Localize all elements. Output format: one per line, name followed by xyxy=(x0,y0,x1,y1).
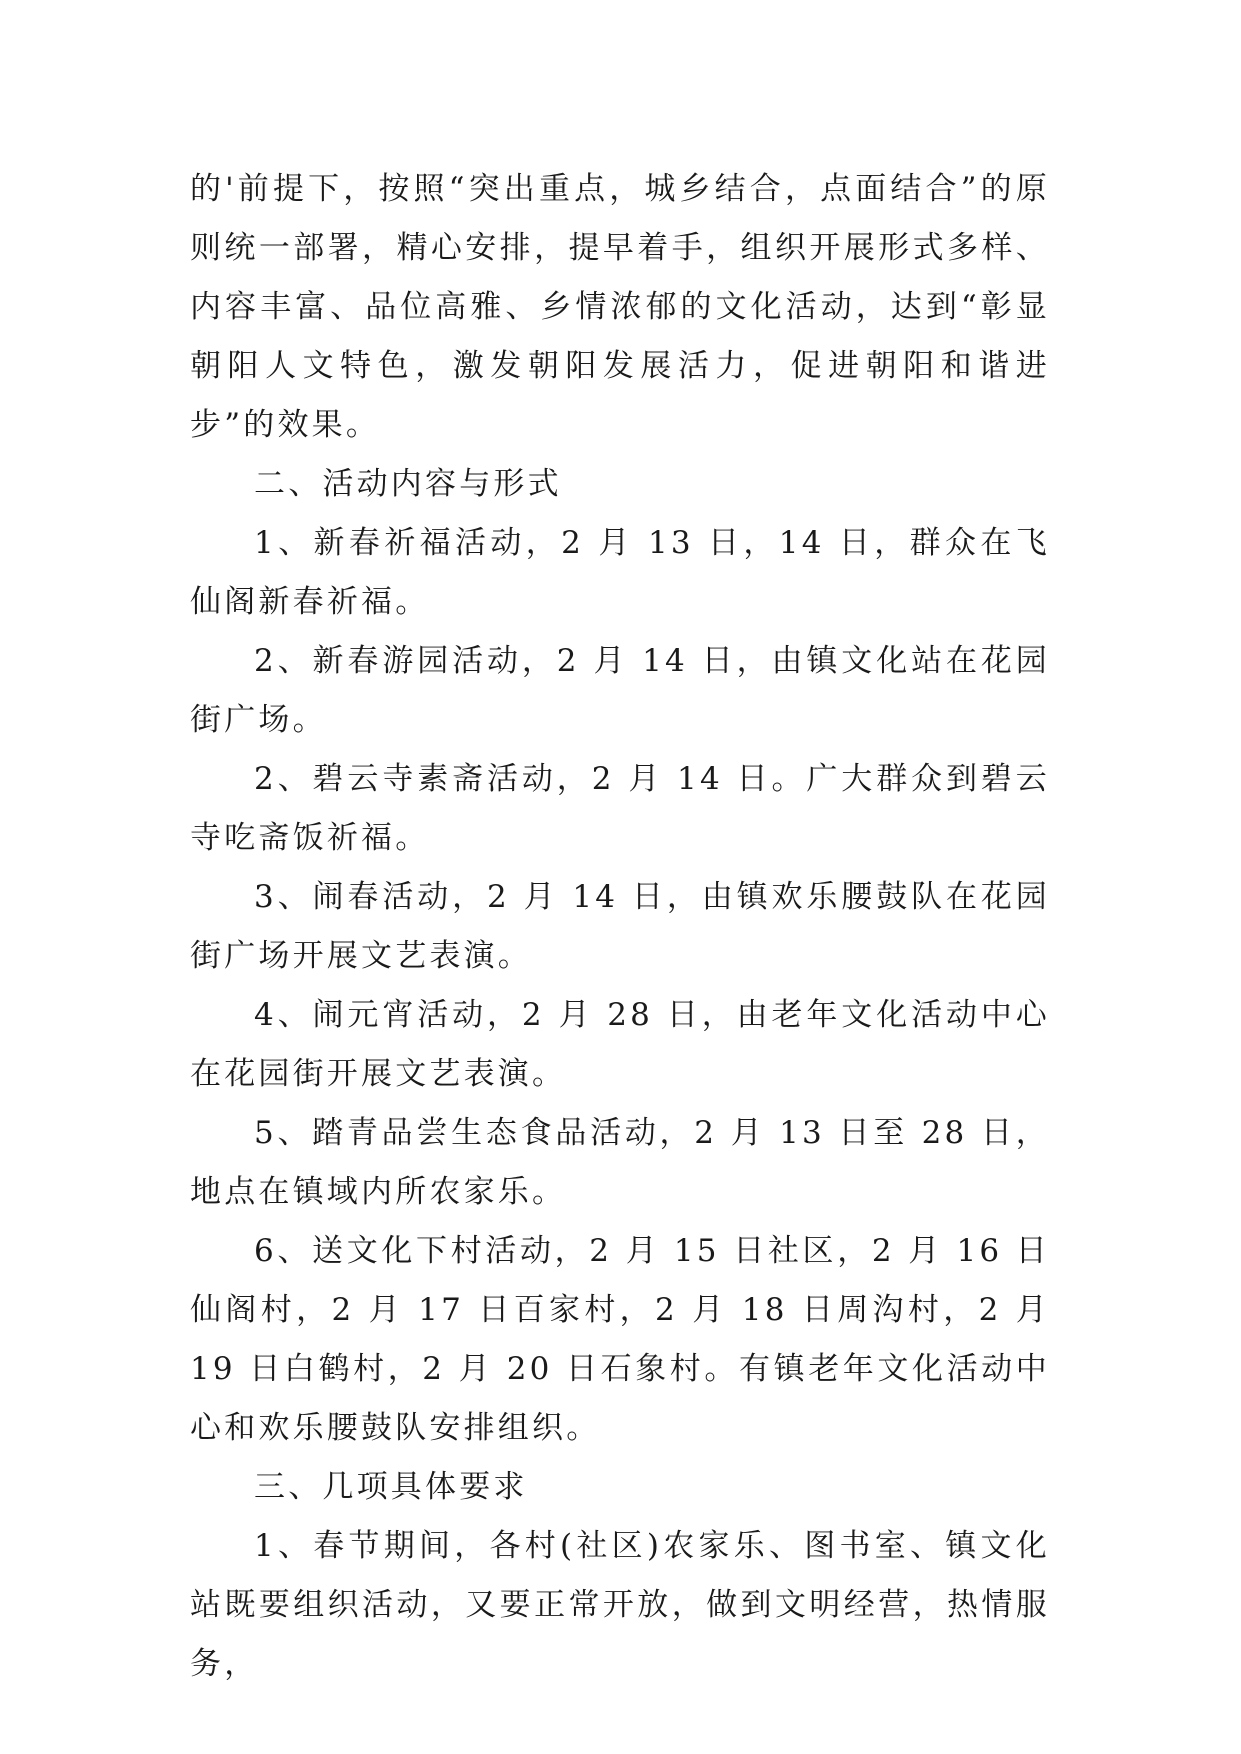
list-item-lantern-festival: 4、闹元宵活动，2 月 28 日，由老年文化活动中心在花园街开展文艺表演。 xyxy=(190,997,1050,1092)
list-item-spring-festival-performance: 3、闹春活动，2 月 14 日，由镇欢乐腰鼓队在花园街广场开展文艺表演。 xyxy=(190,879,1050,974)
list-item-culture-to-villages: 6、送文化下村活动，2 月 15 日社区，2 月 16 日仙阁村，2 月 17 日百家村，2 月 18 日周沟村，2 月 19 日白鹤村，2 月 20 日石象村。有镇老年文化活动中心和欢乐腰鼓队安排组织。 xyxy=(190,1233,1050,1446)
section-heading-activity-content: 二、活动内容与形式 xyxy=(254,466,562,502)
document-body xyxy=(190,160,1050,1694)
list-item-spring-blessing: 1、新春祈福活动，2 月 13 日，14 日，群众在飞仙阁新春祈福。 xyxy=(190,525,1050,620)
paragraph-intro-continuation: 的'前提下，按照“突出重点，城乡结合，点面结合”的原则统一部署，精心安排，提早着手，组织开展形式多样、内容丰富、品位高雅、乡情浓郁的文化活动，达到“彰显朝阳人文特色，激发朝阳发展活力，促进朝阳和谐进步”的效果。 xyxy=(190,171,1050,443)
list-item-requirement-1: 1、春节期间，各村(社区)农家乐、图书室、镇文化站既要组织活动，又要正常开放，做到文明经营，热情服务， xyxy=(190,1528,1050,1682)
list-item-biyun-temple-vegetarian: 2、碧云寺素斋活动，2 月 14 日。广大群众到碧云寺吃斋饭祈福。 xyxy=(190,761,1050,856)
list-item-spring-garden-tour: 2、新春游园活动，2 月 14 日，由镇文化站在花园街广场。 xyxy=(190,643,1050,738)
list-item-outing-eco-food: 5、踏青品尝生态食品活动，2 月 13 日至 28 日，地点在镇域内所农家乐。 xyxy=(190,1115,1050,1210)
section-heading-requirements: 三、几项具体要求 xyxy=(254,1469,528,1505)
